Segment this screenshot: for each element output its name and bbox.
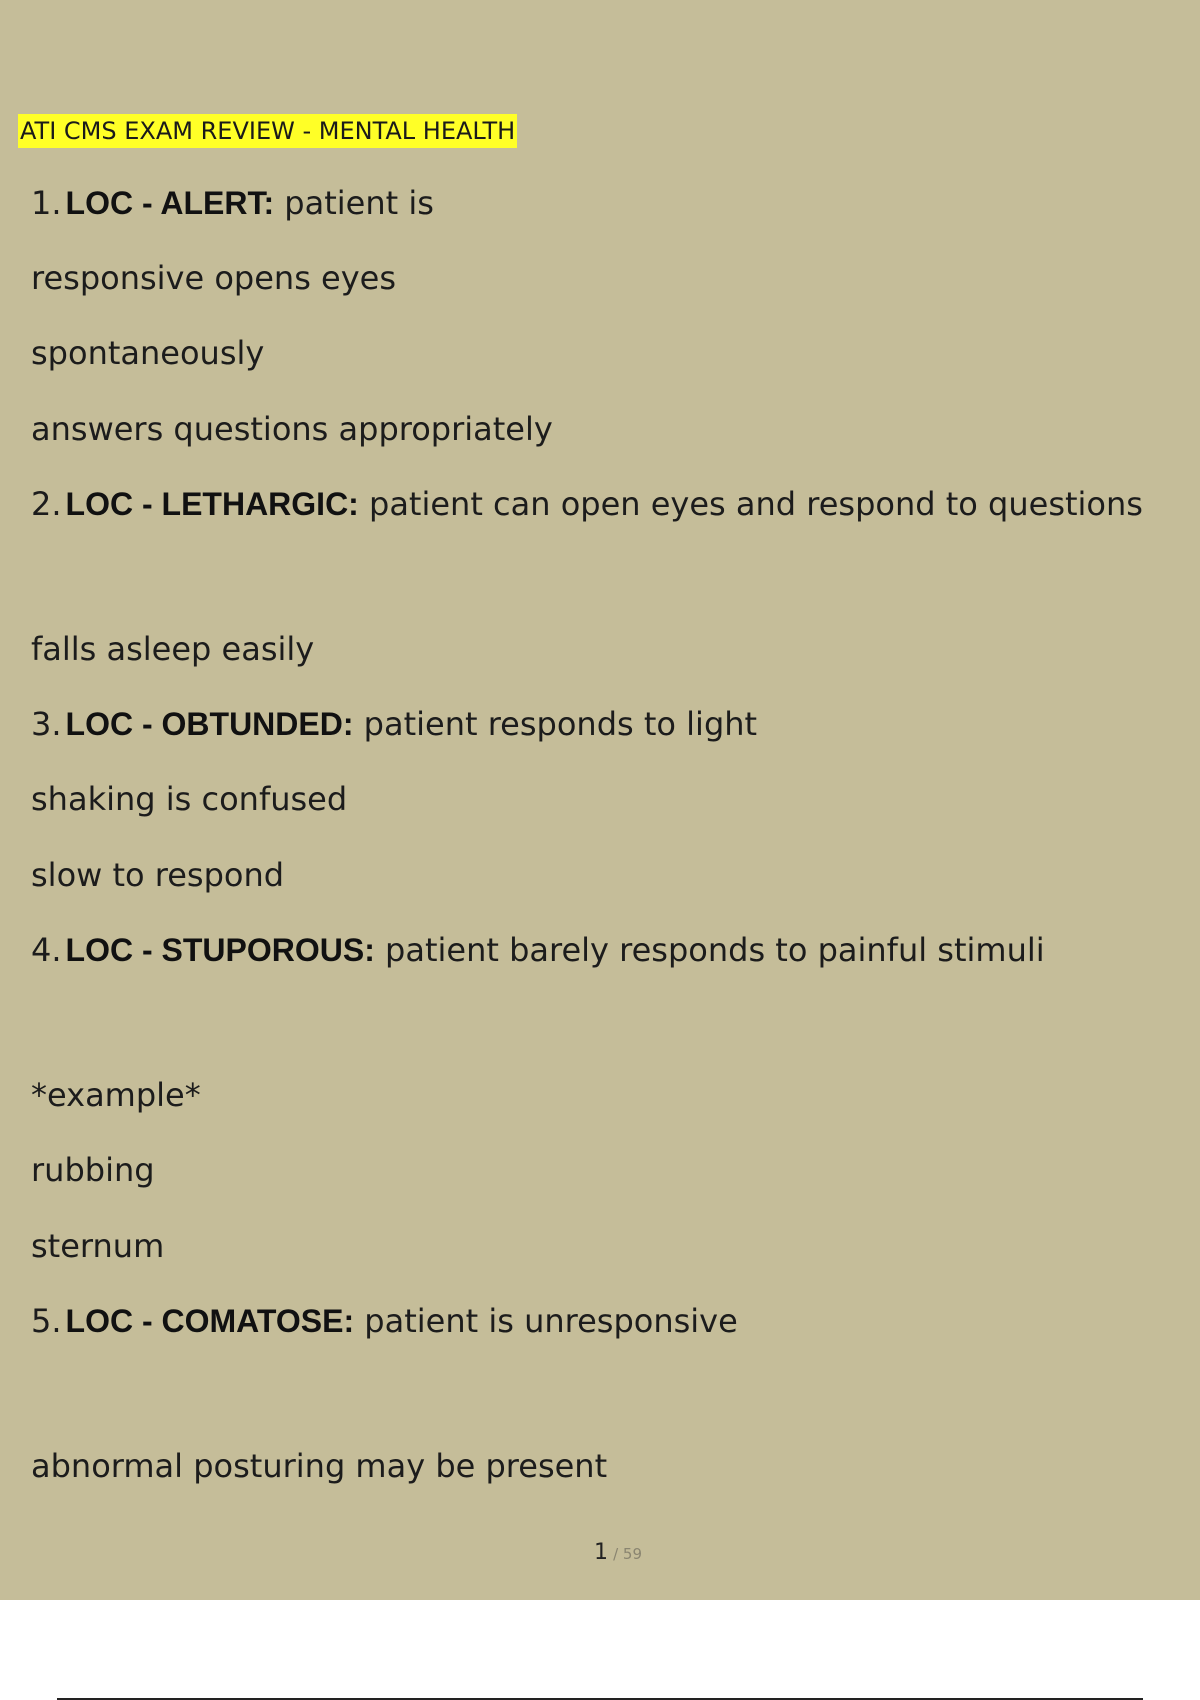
entry-continuation: spontaneously <box>31 334 265 372</box>
entry-continuation: falls asleep easily <box>31 630 315 668</box>
entry-definition: patient barely responds to painful stimuli <box>385 931 1045 969</box>
entry-number: 1. <box>31 184 62 222</box>
entry-number: 3. <box>31 705 62 743</box>
entry-heading <box>31 183 434 223</box>
entry-term: LOC - LETHARGIC: <box>65 486 359 522</box>
entry-continuation: rubbing <box>31 1151 155 1189</box>
entry-number: 4. <box>31 931 62 969</box>
entry-definition: patient responds to light <box>363 705 758 743</box>
entry-heading <box>31 484 1143 524</box>
entry-term: LOC - STUPOROUS: <box>65 932 375 968</box>
entry-definition: patient is <box>284 184 434 222</box>
entry-continuation: abnormal posturing may be present <box>31 1447 608 1485</box>
entry-heading <box>31 1301 738 1341</box>
entry-term: LOC - ALERT: <box>65 185 275 221</box>
entry-continuation: shaking is confused <box>31 780 348 818</box>
entry-number: 2. <box>31 485 62 523</box>
entry-heading <box>31 704 757 744</box>
page-counter <box>0 1540 1200 1565</box>
document-title: ATI CMS EXAM REVIEW - MENTAL HEALTH <box>18 114 517 148</box>
entry-term: LOC - OBTUNDED: <box>65 706 354 742</box>
entry-continuation: *example* <box>31 1076 201 1114</box>
entry-continuation: sternum <box>31 1227 165 1265</box>
entry-continuation: answers questions appropriately <box>31 410 553 448</box>
entry-number: 5. <box>31 1302 62 1340</box>
page-current-number: 1 <box>593 1540 608 1565</box>
entry-term: LOC - COMATOSE: <box>65 1303 355 1339</box>
page-total-count: / 59 <box>613 1545 642 1563</box>
entry-continuation: slow to respond <box>31 856 285 894</box>
entry-definition: patient can open eyes and respond to questions <box>369 485 1143 523</box>
entry-heading <box>31 930 1045 970</box>
entry-continuation: responsive opens eyes <box>31 259 397 297</box>
entry-definition: patient is unresponsive <box>364 1302 738 1340</box>
